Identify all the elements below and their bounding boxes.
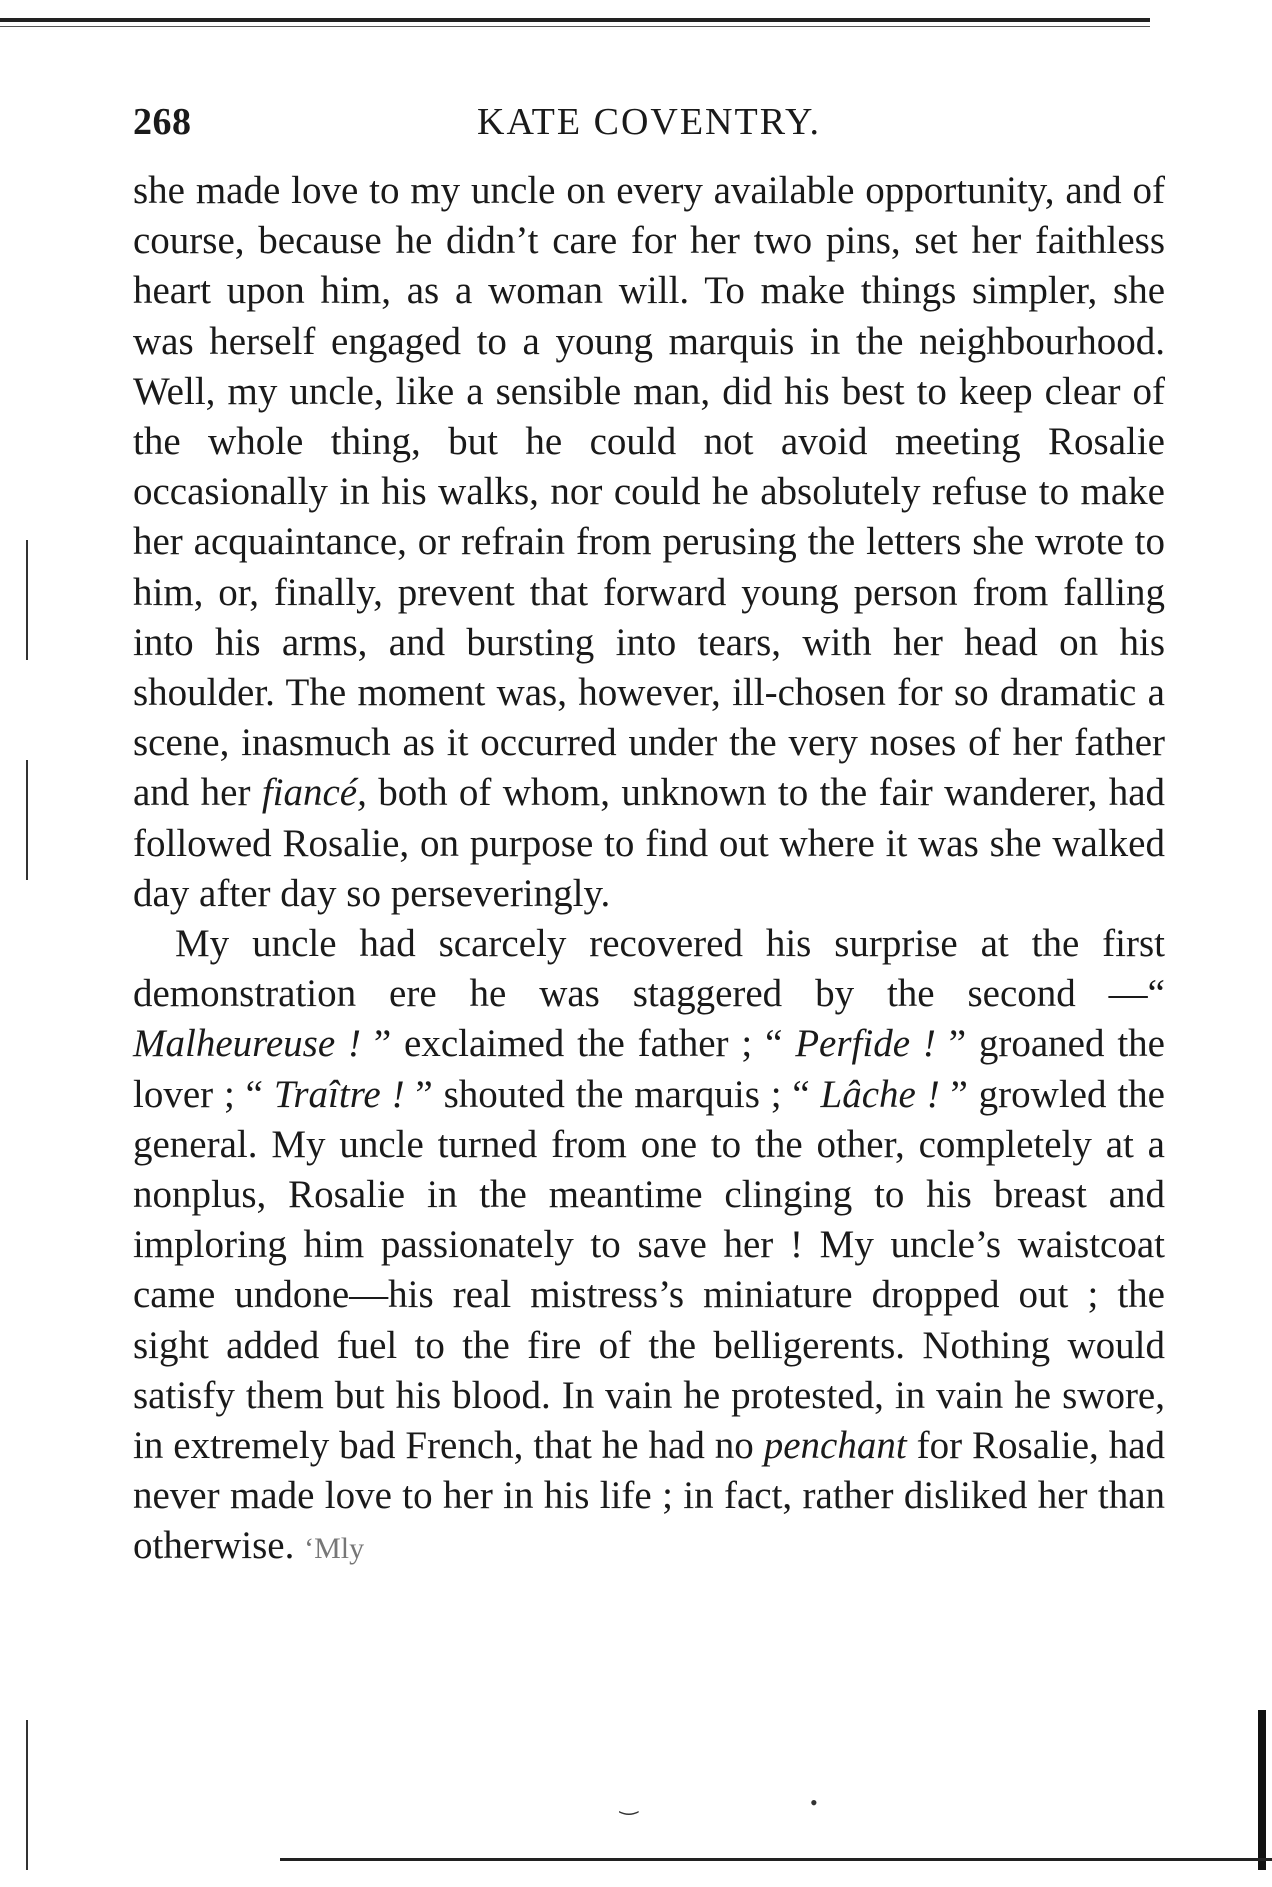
paragraph-2-text: ” exclaimed the father ; “ xyxy=(361,1022,796,1066)
page-number: 268 xyxy=(133,101,192,143)
paragraph-2-text: ” growled the general. My uncle turned from one to the other, completely at a nonplus, Rosalie in the meantime clinging to his breast and imploring him passionately to save her ! My uncle’s waistcoat came undone—his real mistress’s miniature dropped out ; the sight added fuel to the fire of the belligerents. Nothing would satisfy them but his blood. In vain he protested, in vain he swore, in extremely bad French, that he had no xyxy=(133,1072,1165,1468)
ornament-mark: • xyxy=(810,1790,818,1815)
running-head xyxy=(133,100,1165,160)
italic-malheureuse: Malheureuse ! xyxy=(133,1022,361,1066)
paragraph-2-text: ” groaned the lover ; “ xyxy=(133,1022,1165,1116)
italic-fiance: fiancé, xyxy=(261,771,367,815)
italic-traitre: Traître ! xyxy=(273,1072,405,1116)
paragraph-1-text-continued: both of whom, unknown to the fair wanderer, had followed Rosalie, on purpose to find out where it was she walked day after day so perseveringly. xyxy=(133,771,1166,915)
left-scan-edge-mark xyxy=(26,540,28,660)
paragraph-2-text: My uncle had scarcely recovered his surprise at the first demonstration ere he was staggered by the second —“ xyxy=(133,922,1165,1016)
paragraph-1-text: she made love to my uncle on every available opportunity, and of course, because he didn’t care for her two pins, set her faithless heart upon him, as a woman will. To make things simpler, she was herself engaged to a young marquis in the neighbourhood. Well, my uncle, like a sensible man, did his best to keep clear of the whole thing, but he could not avoid meeting Rosalie occasionally in his walks, nor could he absolutely refuse to make her acquaintance, or refrain from perusing the letters she wrote to him, or, finally, prevent that forward young person from falling into his arms, and bursting into tears, with her head on his shoulder. The moment was, however, ill-chosen for so dramatic a scene, inasmuch as it occurred under the very noses of her father and her xyxy=(133,169,1165,815)
paragraph-2-text: for Rosalie, had never made love to her in his life ; in fact, rather disliked her than otherwise. xyxy=(133,1424,1166,1568)
right-scan-edge-mark xyxy=(1258,1710,1266,1870)
paragraph-2-text: ” shouted the marquis ; “ xyxy=(404,1072,821,1116)
bottom-border-rule xyxy=(280,1858,1272,1861)
italic-lache: Lâche ! xyxy=(820,1072,940,1116)
left-scan-edge-mark xyxy=(26,1720,28,1870)
running-title: KATE COVENTRY. xyxy=(477,101,821,143)
italic-penchant: penchant xyxy=(763,1424,907,1468)
top-border-rule-thin xyxy=(0,26,1150,27)
paragraph-2 xyxy=(133,919,1165,1575)
top-border-rule xyxy=(0,18,1150,22)
catchword: ‘Mly xyxy=(304,1532,365,1566)
paragraph-1 xyxy=(133,166,1165,919)
left-scan-edge-mark xyxy=(26,760,28,880)
ornament-mark: ‿ xyxy=(620,1790,638,1815)
book-page xyxy=(133,100,1165,1575)
italic-perfide: Perfide ! xyxy=(795,1022,936,1066)
